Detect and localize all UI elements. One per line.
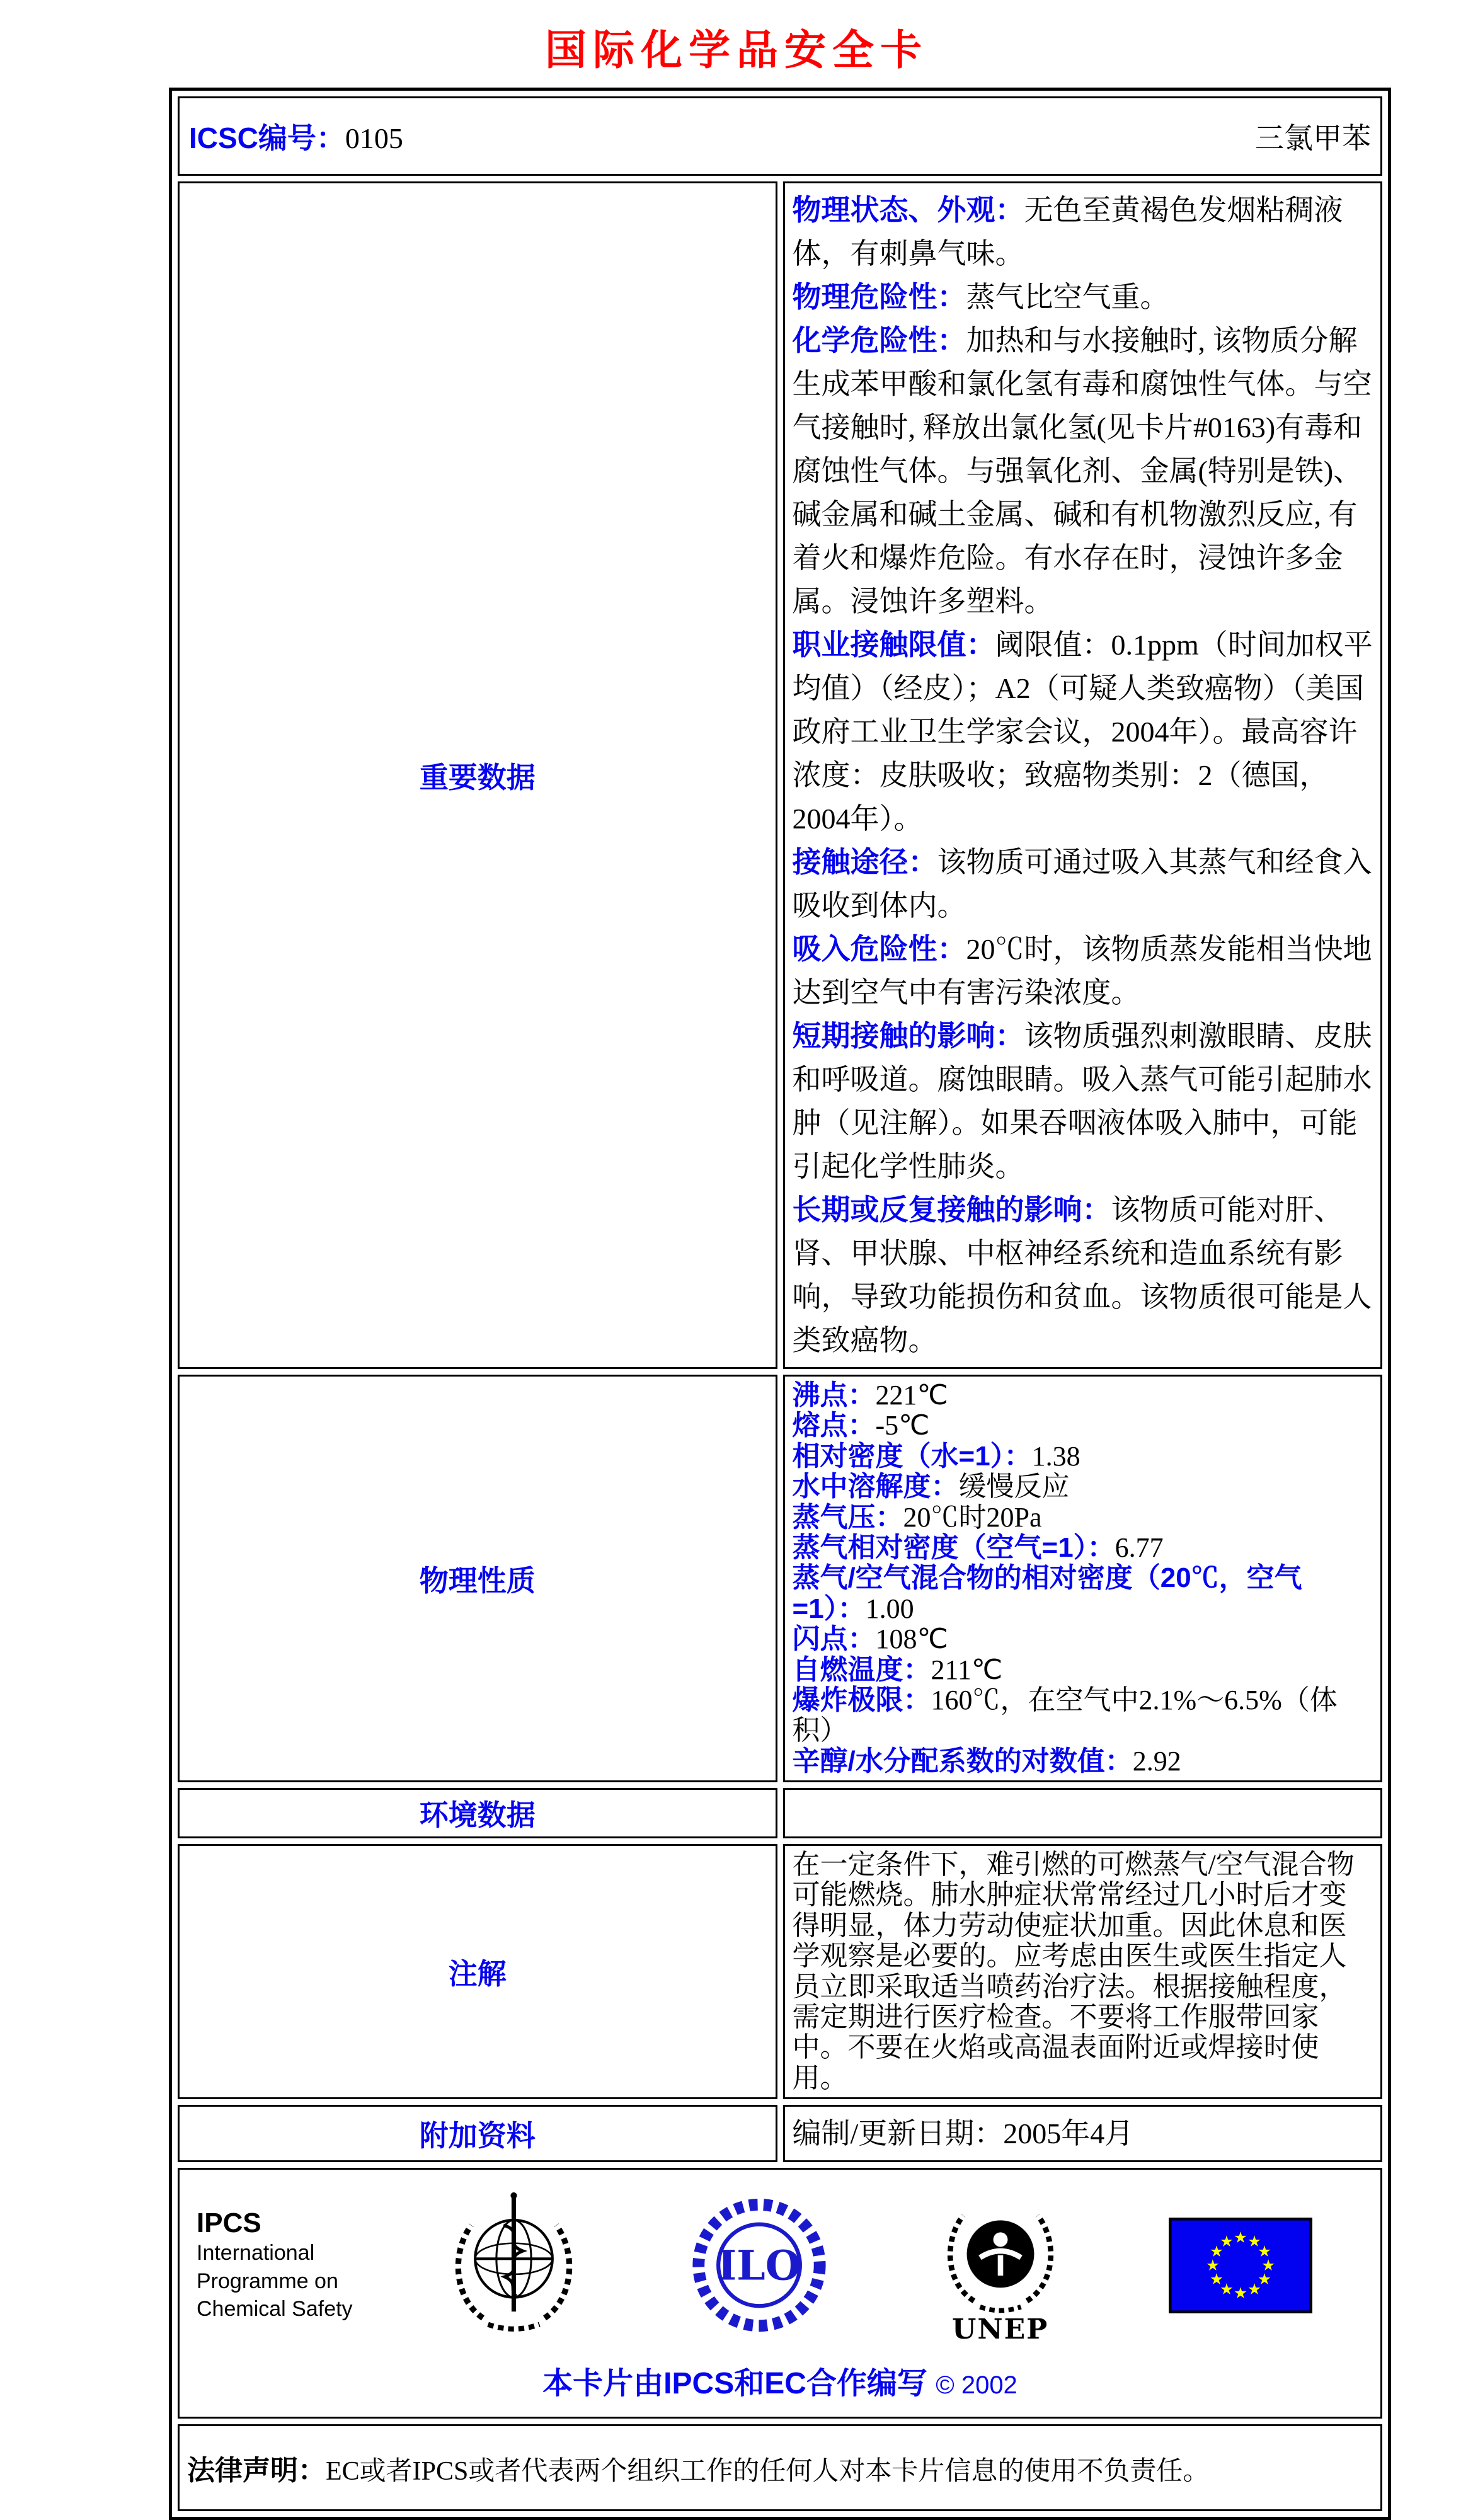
field-text: 221℃	[875, 1380, 948, 1411]
svg-text:ILO: ILO	[718, 2242, 801, 2290]
field-label: 相对密度（水=1）：	[792, 1440, 1032, 1472]
field-label: 闪点：	[792, 1624, 876, 1655]
important-entry	[793, 1188, 1373, 1362]
field-text: 108℃	[875, 1624, 948, 1655]
field-label: 接触途径：	[792, 845, 937, 878]
icsc-card-table	[169, 88, 1391, 2520]
property-entry	[793, 1380, 1373, 1411]
important-data-row	[178, 181, 1382, 1369]
header-row	[178, 96, 1382, 176]
additional-info-row	[178, 2105, 1382, 2162]
notes-text: 在一定条件下，难引燃的可燃蒸气/空气混合物可能燃烧。肺水肿症状常常经过几小时后才变得明显，体力劳动使症状加重。因此休息和医学观察是必要的。应考虑由医生或医生指定人员立即采取适当喷药治疗法。根据接触程度，需定期进行医疗检查。不要将工作服带回家中。不要在火焰或高温表面附近或焊接时使用。	[783, 1844, 1383, 2099]
icsc-number-label: ICSC编号：	[189, 122, 345, 154]
property-entry	[793, 1685, 1373, 1746]
important-entry	[793, 1014, 1373, 1188]
unep-emblem-icon	[934, 2185, 1067, 2345]
field-label: 辛醇/水分配系数的对数值：	[792, 1745, 1133, 1777]
field-label: 熔点：	[792, 1410, 876, 1441]
field-label: 化学危险性：	[792, 324, 966, 357]
important-entry	[793, 840, 1373, 927]
row-label-additional-info: 附加资料	[178, 2105, 777, 2162]
field-label: 物理危险性：	[792, 280, 966, 313]
row-label-important-data: 重要数据	[178, 181, 777, 1369]
property-entry	[793, 1563, 1373, 1624]
ipcs-acronym: IPCS	[197, 2208, 261, 2239]
field-text: 该物质强烈刺激眼睛、皮肤和呼吸道。腐蚀眼睛。吸入蒸气可能引起肺水肿（见注解）。如果吞咽液体吸入肺中，可能引起化学性肺炎。	[792, 1020, 1372, 1183]
field-label: 自燃温度：	[792, 1654, 931, 1685]
environmental-data-text	[783, 1788, 1383, 1838]
row-label-physical-properties: 物理性质	[178, 1375, 777, 1782]
page-title: 国际化学品安全卡	[545, 25, 928, 74]
field-text: 该物质可通过吸入其蒸气和经食入吸收到体内。	[792, 846, 1372, 922]
environmental-data-row	[178, 1788, 1382, 1838]
icsc-number-value: 0105	[345, 122, 403, 154]
field-label: 蒸气相对密度（空气=1）：	[792, 1532, 1115, 1563]
legal-label: 法律声明：	[187, 2455, 326, 2487]
legal-row	[178, 2424, 1382, 2511]
ipcs-subtitle-line: Programme on	[197, 2269, 338, 2293]
field-label: 沸点：	[792, 1380, 876, 1411]
legal-text: EC或者IPCS或者代表两个组织工作的任何人对本卡片信息的使用不负责任。	[326, 2457, 1210, 2487]
property-entry	[793, 1746, 1373, 1777]
caption-text: 本卡片由IPCS和EC合作编写	[542, 2367, 927, 2401]
field-text: 20℃时，该物质蒸发能相当快地达到空气中有害污染浓度。	[792, 933, 1372, 1009]
property-entry	[793, 1472, 1373, 1502]
field-text: 1.38	[1031, 1440, 1080, 1472]
ilo-emblem-icon	[687, 2185, 832, 2345]
logo-strip	[392, 2182, 1363, 2349]
property-entry	[793, 1411, 1373, 1441]
important-entry	[793, 319, 1373, 623]
unep-wordmark: UNEP	[952, 2313, 1049, 2346]
eu-flag-icon	[1169, 2218, 1312, 2313]
field-text: 20℃时20Pa	[903, 1501, 1042, 1533]
field-label: 职业接触限值：	[792, 628, 995, 661]
copyright-text: © 2002	[936, 2371, 1017, 2400]
field-text: 211℃	[931, 1654, 1003, 1685]
field-text: -5℃	[875, 1410, 930, 1441]
important-entry	[793, 275, 1373, 319]
field-text: 无色至黄褐色发烟粘稠液体，有刺鼻气味。	[792, 194, 1343, 270]
field-text: 缓慢反应	[958, 1471, 1070, 1503]
who-emblem-icon	[443, 2182, 585, 2349]
property-entry	[793, 1533, 1373, 1563]
ipcs-text-block	[197, 2208, 392, 2323]
ipcs-subtitle-line: Chemical Safety	[197, 2296, 353, 2321]
field-text: 加热和与水接触时, 该物质分解生成苯甲酸和氯化氢有毒和腐蚀性气体。与空气接触时, 释放出氯化氢(见卡片#0163)有毒和腐蚀性气体。与强氧化剂、金属(特别是铁)、碱金属和碱土金属、碱和有机物激烈反应, 有着火和爆炸危险。有水存在时，浸蚀许多金属。浸蚀许多塑料。	[792, 324, 1372, 617]
field-text: 该物质可能对肝、肾、甲状腺、中枢神经系统和造血系统有影响，导致功能损伤和贫血。该物质很可能是人类致癌物。	[792, 1194, 1372, 1356]
chemical-name: 三氯甲苯	[1255, 122, 1371, 154]
field-label: 蒸气压：	[792, 1501, 903, 1533]
property-entry	[793, 1503, 1373, 1533]
field-label: 蒸气/空气混合物的相对密度（20℃，空气=1）：	[792, 1562, 1302, 1624]
row-label-environmental-data: 环境数据	[178, 1788, 777, 1838]
field-label: 物理状态、外观：	[792, 193, 1024, 226]
property-entry	[793, 1624, 1373, 1654]
field-text: 1.00	[865, 1593, 914, 1624]
logos-row	[178, 2168, 1382, 2419]
field-label: 短期接触的影响：	[792, 1019, 1024, 1052]
important-entry	[793, 623, 1373, 840]
field-text: 阈限值：0.1ppm（时间加权平均值）（经皮）；A2（可疑人类致癌物）（美国政府工业卫生学家会议，2004年）。最高容许浓度：皮肤吸收；致癌物类别：2（德国，2004年）。	[792, 629, 1373, 835]
icsc-number-group	[189, 115, 403, 157]
field-text: 160℃，在空气中2.1%～6.5%（体积）	[792, 1684, 1338, 1746]
field-label: 水中溶解度：	[792, 1471, 959, 1503]
field-label: 吸入危险性：	[792, 932, 966, 965]
property-entry	[793, 1655, 1373, 1685]
important-entry	[793, 927, 1373, 1014]
field-text: 2.92	[1132, 1745, 1181, 1777]
physical-properties-row	[178, 1375, 1382, 1782]
additional-info-text: 编制/更新日期：2005年4月	[783, 2105, 1383, 2162]
ipcs-subtitle-line: International	[197, 2241, 315, 2265]
field-text: 6.77	[1115, 1532, 1164, 1563]
row-label-notes: 注解	[178, 1844, 777, 2099]
property-entry	[793, 1441, 1373, 1472]
notes-row	[178, 1844, 1382, 2099]
field-label: 爆炸极限：	[792, 1684, 931, 1715]
cooperation-caption	[180, 2349, 1380, 2416]
field-text: 蒸气比空气重。	[966, 281, 1169, 313]
field-label: 长期或反复接触的影响：	[792, 1193, 1111, 1226]
important-entry	[793, 188, 1373, 275]
